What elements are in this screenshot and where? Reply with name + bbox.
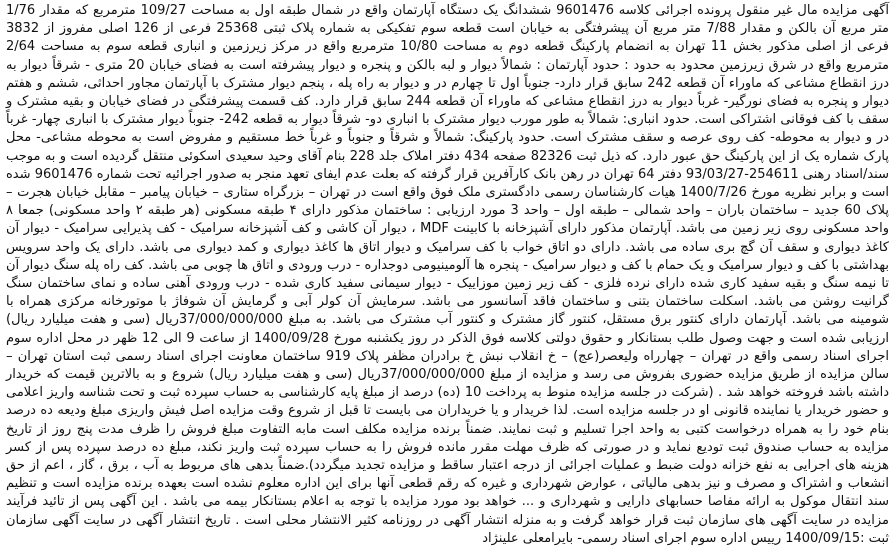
notice-text: آگهی مزایده مال غیر منقول پرونده اجرائی کلاسه 9601476 ششدانگ یک دستگاه آپارتمان واقع در شمال طبقه اول به مساحت 109/27 مترمربع که مقدار 1/76 متر مربع آن بالکن و مقدار 7/88 متر مربع آن پیشرفتگی به خیابان است قطعه سوم تفکیکی به شماره پلاک ثبتی 25368 فرعی از 126 اصلی مفروز از 3832 فرعی از اصلی مذکور بخش 11 تهران به انضمام پارکینگ قطعه دوم به مساحت 10/80 مترمربع واقع در مرکز زیرزمین و انباری قطعه سوم به مساحت 2/64 مترمربع واقع در شرق زیرزمین محدود به حدود : حدود آپارتمان : شمالاً دیوار و لبه بالکن و پنجره و دیوار پیشرفته است به فضای خیابان 20 متری - شرقاً دیوار به درز انقطاع مشاعی که ماوراء آن قطعه 242 سابق قرار دارد- جنوباً اول تا چهارم در و دیوار به راه پله ، پنجم دیوار مشترک با آپارتمان مجاور احداثی، ششم و هفتم دیوار و پنجره به فضای نورگیر- غرباً دیوار به درز انقطاع مشاعی که ماوراء آن قطعه 244 سابق قرار دارد. کف قسمت پیشرفتگی در فضای خیابان و بقیه مشترک و سقف با کف فوقانی اشتراکی است. حدود انباری: شمالاً به طور مورب دیوار مشترک با انباری دو- شرقاً دیوار به قطعه 242- جنوباً دیوار مشترک با انباری چهار- غرباً در و دیوار به محوطه- کف روی عرصه و سقف مشترک است. حدود پارکینگ: شمالاً و شرقاً و جنوباً و غرباً خط مستقیم و مفروض است به محوطه مشاعی- محل پارک شماره یک از این پارکینگ حق عبور دارد. که ذیل ثبت 82326 صفحه 434 دفتر املاک جلد 228 بنام آقای وحید سعیدی اسکوئی منتقل گردیده است و به موجب سند/اسناد رهنی 254611-93/03/27 دفتر 64 تهران در رهن بانک کارآفرین قرار گرفته که بعلت عدم ایفای تعهد منجر به صدور اجرائیه تحت شماره 9601476 شده است و برابر نظریه مورخ 1400/7/26 هیات کارشناسان رسمی دادگستری ملک فوق واقع است در تهران – بزرگراه ستاری – خیابان پیامبر – مقابل خیابان هجرت – پلاک 60 جدید – ساختمان باران – واحد شمالی – طبقه اول – واحد 3 مورد ارزیابی : ساختمان مذکور دارای ۴ طبقه مسکونی (هر طبقه ۲ واحد مسکونی) جمعا ۸ واحد مسکونی روی زیر زمین می باشد. آپارتمان مذکور دارای آشپزخانه با کابینت MDF ، دیوار آن کاشی و کف آشپزخانه سرامیک - کف پذیرایی سرامیک - دیوار آن کاغذ دیواری و سقف آن گچ بری ساده می باشد. دارای دو اتاق خواب با کف سرامیک و دیوار اتاق ها کاغذ دیواری و کمد دیواری می باشد. دارای یک واحد سرویس بهداشتی با کف و دیوار سرامیک و یک حمام با کف و دیوار سرامیک - پنجره ها آلومینیومی دوجداره - درب ورودی و اتاق ها چوبی می باشد. کف راه پله سنگ دیوار آن تا نیمه سنگ و بقیه سفید کاری شده دارای نرده فلزی - کف زیر زمین موزاییک - دیوار سیمانی سفید کاری شده - درب ورودی آهنی ساده و نمای ساختمان سنگ گرانیت روشن می باشد. اسکلت ساختمان بتنی و ساختمان فاقد آسانسور می باشد. سرمایش آن کولر آبی و گرمایش آن شوفاژ با موتورخانه مرکزی همراه با شومینه می باشد. آپارتمان دارای کنتور برق مستقل، کنتور گاز مشترک و کنتور آب مشترک می باشد. به مبلغ 37/000/000/000ریال (سی و هفت میلیارد ریال) ارزیابی شده است و جهت وصول طلب بستانکار و حقوق دولتی کلاسه فوق الذکر در روز یکشنبه مورخ 1400/09/28 از ساعت 9 الی 12 ظهر در محل اداره سوم اجرای اسناد رسمی واقع در تهران – چهارراه ولیعصر(عج) – خ انقلاب نبش خ برادران مظفر پلاک 919 ساختمان معاونت اجرای اسناد رسمی ثبت استان تهران – سالن مزایده از طریق مزایده حضوری بفروش می رسد و مزایده از مبلغ 37/000/000/000ریال (سی و هفت میلیارد ریال) شروع و به بالاترین قیمت که خریدار داشته باشد فروخته خواهد شد . (شرکت در جلسه مزایده منوط به پرداخت 10 (ده) درصد از مبلغ پایه کارشناسی به حساب سپرده ثبت و تحت شناسه واریز اعلامی و حضور خریدار یا نماینده قانونی او در جلسه مزایده است. لذا خریدار و یا خریداران می بایست تا قبل از شروع وقت مزایده اصل فیش واریزی مبلغ ودیعه ده درصد بنام خود را به همراه درخواست کتبی به واحد اجرا تسلیم و ثبت نمایند. ضمناً برنده مزایده مکلف است مابه التفاوت مبلغ فروش را ظرف مدت پنج روز از تاریخ مزایده به حساب صندوق ثبت تودیع نماید و در صورتی که ظرف مهلت مقرر مانده فروش را به حساب سپرده ثبت واریز نکند، مبلغ ده درصد سپرده پس از کسر هزینه های اجرایی به نفع خزانه دولت ضبط و عملیات اجرائی از درجه اعتبار ساقط و مزایده تجدید میگردد).ضمناً بدهی های مربوط به آب ، برق ، گاز ، اعم از حق انشعاب و اشتراک و مصرف و نیز بدهی مالیاتی ، عوارض شهرداری و غیره که رقم قطعی آنها برای این اداره معلوم نشده است بعهده برنده مزایده است و تنظیم سند انتقال موکول به ارائه مفاصا حسابهای دارایی و شهرداری و ... خواهد بود مورد مزایده با توجه به اعلام بستانکار بیمه می باشد . این آگهی پس از تائید فرآیند مزایده در سایت آگهی های سازمان ثبت قرار خواهد گرفت و به منزله انتشار آگهی در روزنامه کثیر الانتشار محلی است . تاریخ انتشار آگهی در سایت آگهی سازمان ثبت :1400/09/15 رییس اداره سوم اجرای اسناد رسمی- بایرامعلی علینژاد: [6, 3, 890, 546]
